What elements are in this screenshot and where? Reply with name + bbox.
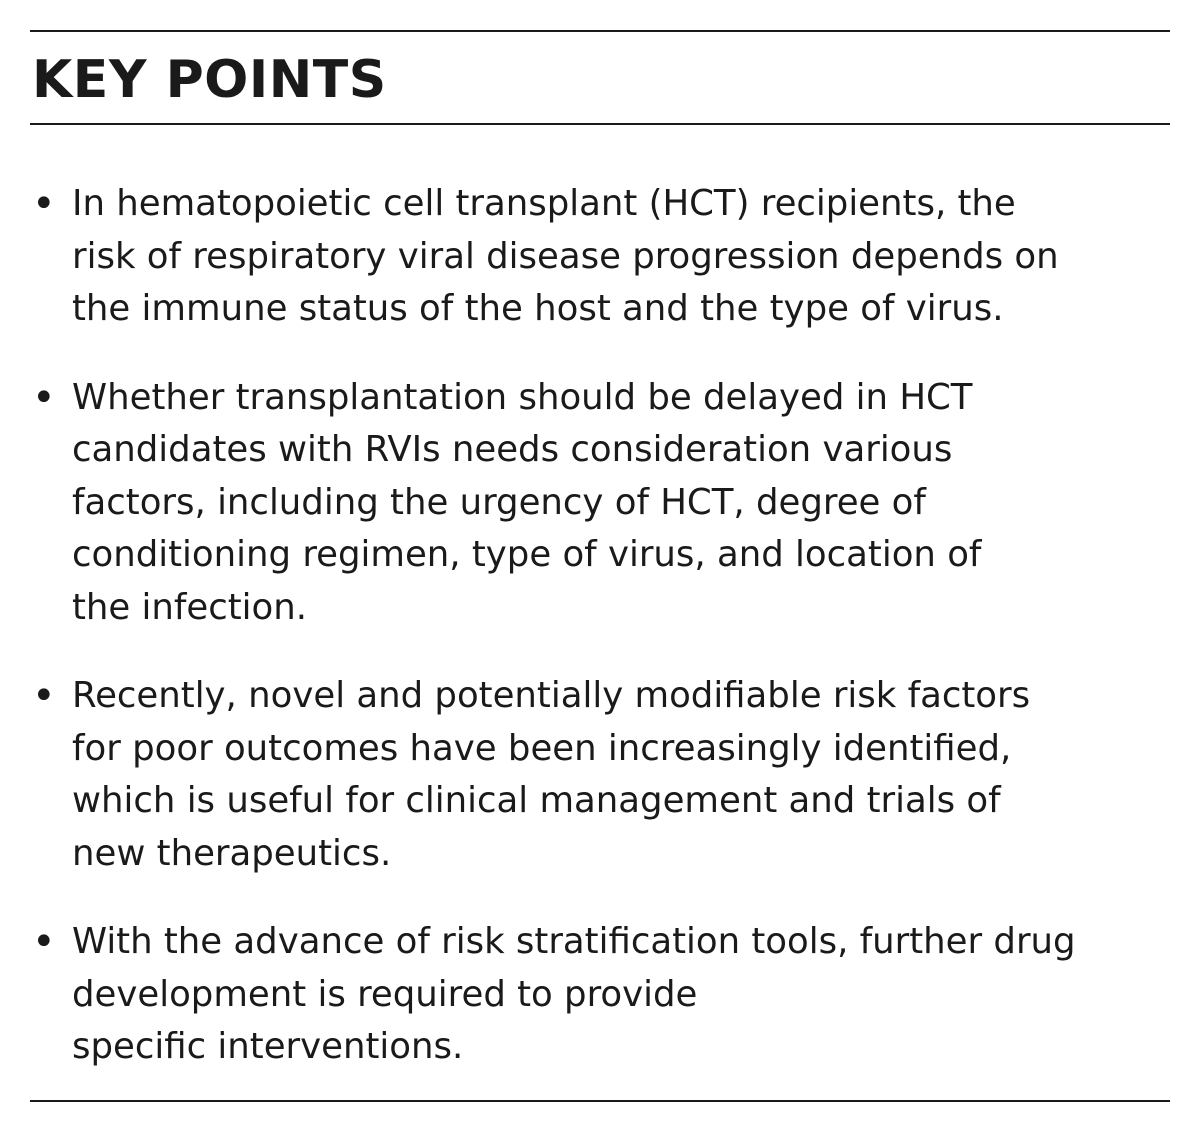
bullet-icon: • [32,374,56,421]
key-point-item [30,916,1170,1074]
bullet-icon: • [32,673,56,719]
bullet-icon: • [32,919,56,965]
top-rule [30,30,1170,32]
key-point-item [30,178,1170,336]
key-point-text: Whether transplantation should be delayed in HCT candidates with RVIs needs consideration various factors, including the urgency of HCT, degree of conditioning regimen, type of virus, and location of the infection. [72,376,982,628]
key-point-text: In hematopoietic cell transplant (HCT) recipients, the risk of respiratory viral disease progression depends on the immune status of the host and the type of virus. [72,183,1059,329]
bullet-icon: • [32,181,56,227]
key-point-text: With the advance of risk stratification tools, further drug development is required to provide specific interventions. [72,921,1076,1067]
heading-rule [30,123,1170,125]
bottom-rule [30,1100,1170,1102]
key-point-item [30,372,1170,635]
key-points-box [30,30,1170,1102]
key-point-text: Recently, novel and potentially modifiable risk factors for poor outcomes have been increasingly identified, which is useful for clinical management and trials of new therapeutics. [72,675,1031,874]
key-points-heading: KEY POINTS [32,50,387,110]
key-points-list [30,178,1170,1110]
key-point-item [30,670,1170,880]
